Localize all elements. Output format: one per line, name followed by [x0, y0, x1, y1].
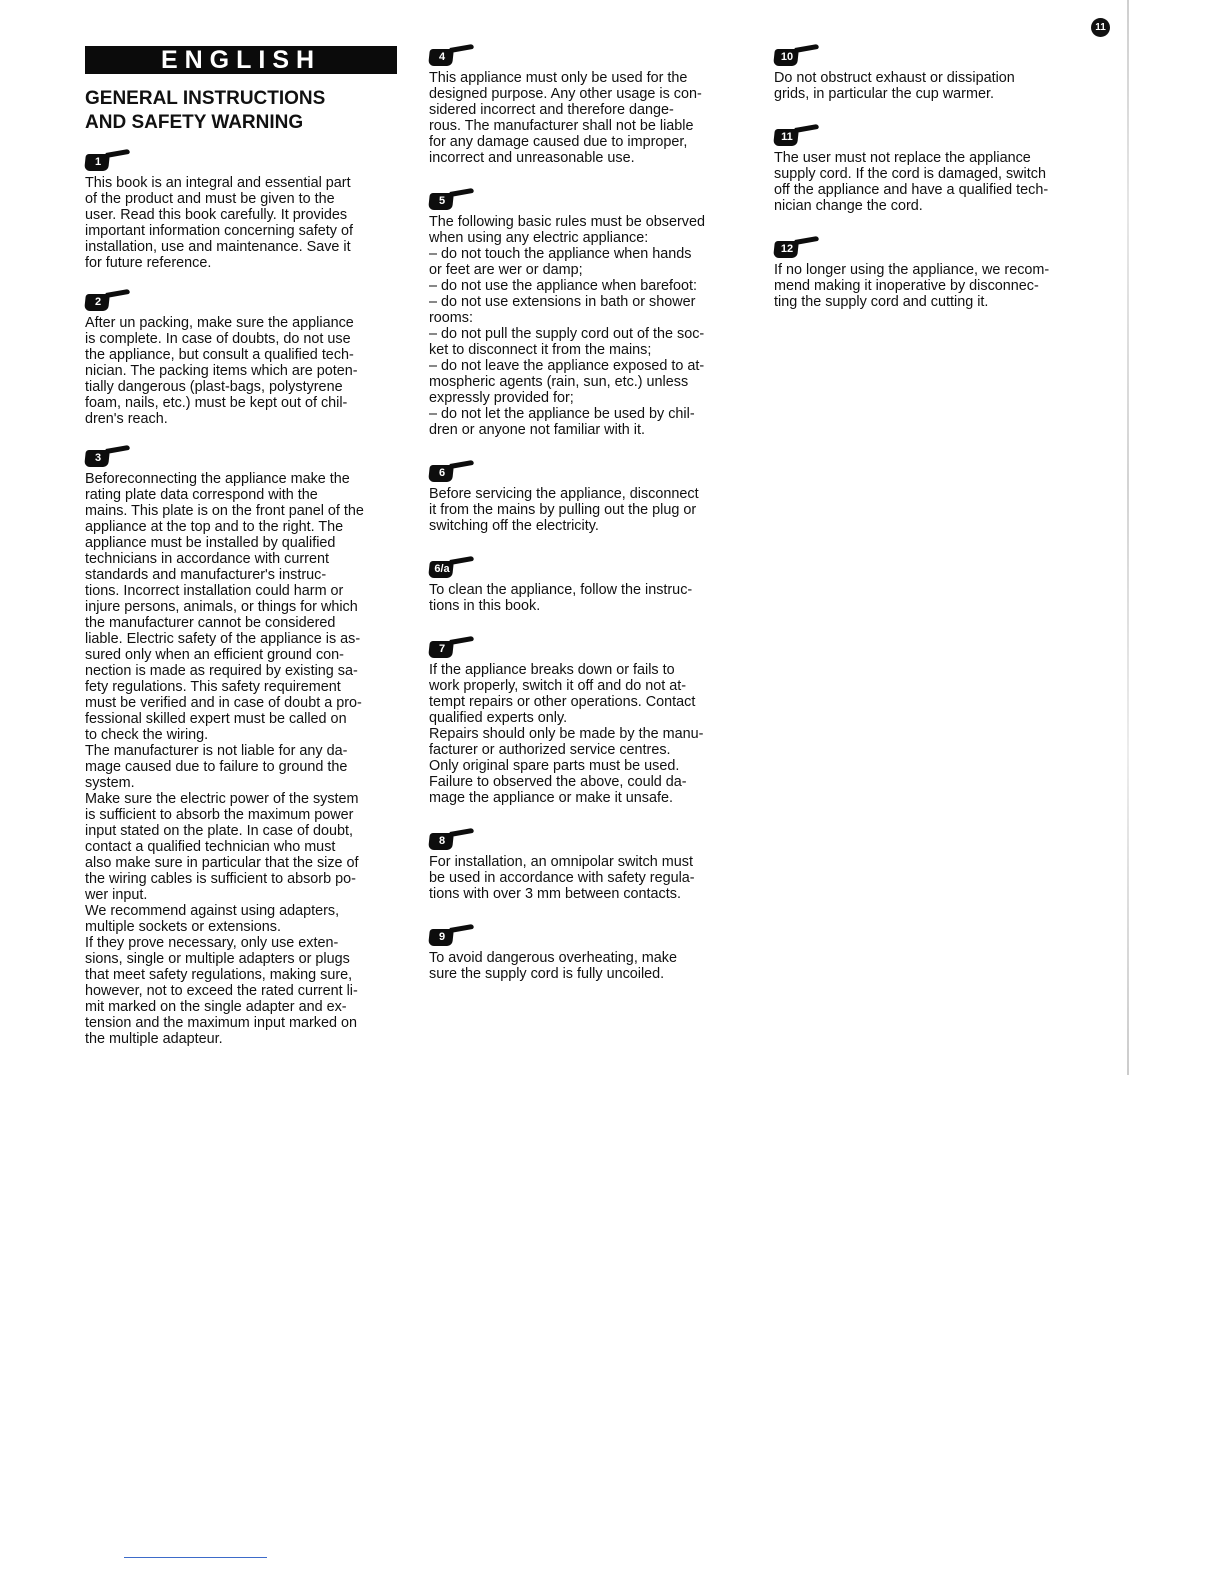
hand-pointer-icon: 11 [774, 126, 820, 148]
instruction-section-2 [85, 291, 397, 427]
instruction-text: This appliance must only be used for the designed purpose. Any other usage is con- sidered incorrect and therefore dange- rous. The manufacturer shall not be liable for any damage caused due to improper, incorrect and unreasonable use. [429, 70, 702, 166]
instruction-section-11 [774, 126, 1086, 214]
hand-pointer-icon: 7 [429, 638, 475, 660]
instruction-text: Beforeconnecting the appliance make the rating plate data correspond with the mains. This plate is on the front panel of the appliance at the top and to the right. The appliance must be installed by qualified technicians in accordance with current standards and manufacturer's instruc- tions. Incorrect installation could harm or injure persons, animals, or things for which the manufacturer cannot be considered liable. Electric safety of the appliance is as- sured only when an efficient ground con- nection is made as required by existing sa- fety regulations. This safety requirement must be verified and in case of doubt a pro- fessional skilled expert must be called on to check the wiring. The manufacturer is not liable for any da- mage caused due to failure to ground the system. Make sure the electric power of the system is sufficient to absorb the maximum power input stated on the plate. In case of doubt, contact a qualified technician who must also make sure in particular that the size of the wiring cables is sufficient to absorb po- wer input. We recommend against using adapters, multiple sockets or extensions. If they prove necessary, only use exten- sions, single or multiple adapters or plugs that meet safety regulations, making sure, however, not to exceed the rated current li- mit marked on the single adapter and ex- tension and the maximum input marked on the multiple adapteur. [85, 471, 364, 1047]
instruction-text: For installation, an omnipolar switch must be used in accordance with safety regula- tions with over 3 mm between contacts. [429, 854, 695, 902]
instruction-text: This book is an integral and essential part of the product and must be given to the user. Read this book carefully. It provides important information concerning safety of installation, use and maintenance. Save it for future reference. [85, 175, 353, 271]
instruction-section-5 [429, 190, 741, 438]
instruction-text: After un packing, make sure the appliance is complete. In case of doubts, do not use the appliance, but consult a qualified tech- nician. The packing items which are poten- tially dangerous (plast-bags, polystyrene foam, nails, etc.) must be kept out of chil- dren's reach. [85, 315, 358, 427]
page-edge-line [1127, 0, 1129, 1075]
page-number-badge: 11 [1091, 18, 1110, 37]
instruction-text: Before servicing the appliance, disconnect it from the mains by pulling out the plug or switching off the electricity. [429, 486, 699, 534]
hand-pointer-icon: 4 [429, 46, 475, 68]
instruction-section-6 [429, 462, 741, 534]
instruction-text: If the appliance breaks down or fails to work properly, switch it off and do not at- tempt repairs or other operations. Contact qualified experts only. Repairs should only be made by the manu- facturer or authorized service centres. Only original spare parts must be used. Failure to observed the above, could da- mage the appliance or make it unsafe. [429, 662, 704, 806]
instruction-section-10 [774, 46, 1086, 102]
instruction-section-6a [429, 558, 741, 614]
instruction-text: To clean the appliance, follow the instruc- tions in this book. [429, 582, 693, 614]
hand-pointer-icon: 8 [429, 830, 475, 852]
instruction-text: The user must not replace the appliance supply cord. If the cord is damaged, switch off the appliance and have a qualified tech- nician change the cord. [774, 150, 1049, 214]
hand-pointer-icon: 2 [85, 291, 131, 313]
instruction-section-1 [85, 151, 397, 271]
instruction-section-8 [429, 830, 741, 902]
hand-pointer-icon: 3 [85, 447, 131, 469]
instruction-text: The following basic rules must be observed when using any electric appliance: – do not touch the appliance when hands or feet are wer or damp; – do not use the appliance when barefoot: – do not use extensions in bath or shower rooms: – do not pull the supply cord out of the soc- ket to disconnect it from the mains; – do not leave the appliance exposed to at- mospheric agents (rain, sun, etc.) unless expressly provided for; – do not let the appliance be used by chil- dren or anyone not familiar with it. [429, 214, 705, 438]
hand-pointer-icon: 1 [85, 151, 131, 173]
hand-pointer-icon: 6 [429, 462, 475, 484]
instruction-text: To avoid dangerous overheating, make sure the supply cord is fully uncoiled. [429, 950, 677, 982]
instruction-section-12 [774, 238, 1086, 310]
hand-pointer-icon: 9 [429, 926, 475, 948]
instruction-text: If no longer using the appliance, we recom- mend making it inoperative by disconnec- ting the supply cord and cutting it. [774, 262, 1050, 310]
hand-pointer-icon: 6/a [429, 558, 475, 580]
column-2 [429, 46, 741, 982]
instruction-section-3 [85, 447, 397, 1047]
language-banner: ENGLISH [85, 46, 397, 74]
column-3 [774, 46, 1086, 310]
instruction-section-4 [429, 46, 741, 166]
hand-pointer-icon: 5 [429, 190, 475, 212]
column-1 [85, 46, 397, 1047]
instruction-section-7 [429, 638, 741, 806]
page-title: GENERAL INSTRUCTIONS AND SAFETY WARNING [85, 88, 326, 133]
instruction-section-9 [429, 926, 741, 982]
hand-pointer-icon: 10 [774, 46, 820, 68]
instruction-text: Do not obstruct exhaust or dissipation grids, in particular the cup warmer. [774, 70, 1015, 102]
bottom-rule-line [124, 1557, 267, 1558]
hand-pointer-icon: 12 [774, 238, 820, 260]
